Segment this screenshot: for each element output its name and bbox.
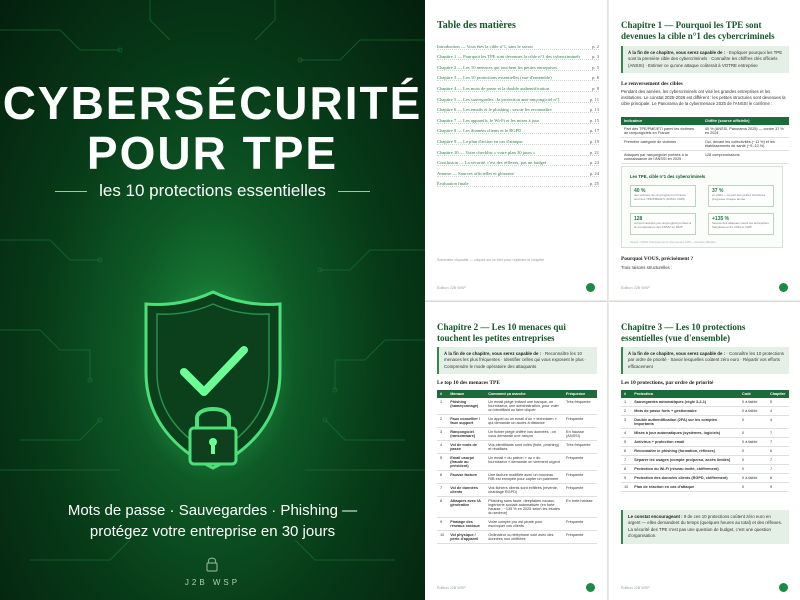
cover-title-line2: POUR TPE [86,127,339,179]
table-cell: 0 [739,416,767,429]
table-cell: Attaques par rançongiciel portées à la connaissance de l'ANSSI en 2025 [621,151,702,164]
toc-entry[interactable] [437,124,599,135]
table-row [621,465,789,474]
table-cell: 5 [437,454,447,471]
toc-entry-page: p. 21 [589,149,599,155]
toc-entry[interactable] [437,39,599,50]
table-cell: Fréquente [563,518,597,531]
toc-entry[interactable] [437,177,599,188]
table-cell: 7 [767,465,789,474]
toc-list [437,39,599,187]
table-cell: Première catégorie de victimes [621,138,702,151]
toc-entry-label: Conclusion — La sécurité, c'est des réflexes, pas un budget [437,160,547,166]
table-row [621,151,789,164]
toc-entry-label: Chapitre 4 — Les mots de passe et la double authentification [437,85,550,91]
table-cell: Un appel ou un email d'un « technicien » qui demande un accès à distance [485,415,563,428]
col-header: # [621,390,631,398]
kpi-value: 40 % [634,188,646,194]
page-footer: Édition J2B WSP [437,586,466,590]
toc-entry-page: p. 24 [589,170,599,176]
table-cell: Protection des données clients (RGPD, chiffrement) [631,474,739,483]
table-cell: Plan de réaction en cas d'attaque [631,483,739,492]
toc-page [425,0,608,300]
table-cell: Part des TPE/PME/ETI parmi les victimes de rançongiciels en France [621,125,702,138]
table-cell: 0 [739,456,767,465]
table-cell: 0 [739,483,767,492]
toc-entry[interactable] [437,81,599,92]
callout-lead: Le constat encourageant : [628,514,683,519]
callout-lead: À la fin de ce chapitre, vous serez capable de : [444,351,542,356]
table-cell: 4 [767,407,789,416]
stats-figure [621,166,783,248]
kpi-value: 128 [634,216,643,222]
toc-entry[interactable] [437,60,599,71]
toc-entry-label: Chapitre 8 — Les données clients et le RGPD [437,128,522,134]
table-cell: 10 [437,531,447,544]
divider [338,191,370,192]
table-row [621,398,789,407]
callout-text: · Connaître les 10 protections par ordre de priorité · Savoir lesquelles coûtent zéro euro · Répartir vos efforts efficacement [628,351,784,369]
table-cell: 0 à faible [739,474,767,483]
toc-entry-label: Chapitre 3 — Les 10 protections essentielles (vue d'ensemble) [437,75,552,81]
toc-entry[interactable] [437,113,599,124]
toc-entry[interactable] [437,50,599,61]
toc-entry[interactable] [437,145,599,156]
toc-title: Table des matières [437,20,516,31]
table-cell: Antivirus + protection email [631,438,739,447]
toc-entry-label: Chapitre 2 — Les 10 menaces qui touchent les petites entreprises [437,64,557,70]
table-cell: Vos fichiers clients sont exfiltrés (revente, chantage RGPD) [485,484,563,497]
toc-entry-page: p. 17 [589,128,599,134]
table-cell: Rançongiciel (ransomware) [447,428,485,441]
col-header: Coût [739,390,767,398]
table-row [437,531,597,544]
kpi-desc: hausse des attaques visant les entreprises françaises entre 2024 et 2025 [712,221,769,229]
callout-lead: À la fin de ce chapitre, vous serez capable de : [628,50,726,55]
table-cell: 0 à faible [739,407,767,416]
table-row [621,447,789,456]
table-cell: Fréquente [563,415,597,428]
subsection-heading: Pourquoi VOUS, précisément ? [621,256,694,262]
table-cell: 7 [767,429,789,438]
table-cell: Phishing sans faute, deepfakes vocaux, ingénierie sociale automatisée (en forte hausse : ~135 % en 2025 selon les études du secteur) [485,497,563,518]
col-header: Indicateur [621,117,702,125]
chapter3-objectives [621,347,789,374]
toc-entry-page: p. 2 [592,43,599,49]
toc-entry-page: p. 11 [589,96,599,102]
table-cell: Votre compte pro est piraté pour escroquer vos clients [485,518,563,531]
toc-entry[interactable] [437,134,599,145]
table-cell: 40 % (ANSSI, Panorama 2025) — contre 37 % en 2024 [702,125,789,138]
table-row [437,428,597,441]
col-header: Chapitre [767,390,789,398]
toc-entry-page: p. 6 [592,75,599,81]
chapter3-title: Chapitre 3 — Les 10 protections essentielles (vue d'ensemble) [621,322,746,343]
table-cell: 1 [437,398,447,415]
table-cell: 128 compromissions [702,151,789,164]
toc-note: Sommaire cliquable — cliquez sur un titre pour rejoindre le chapitre [437,258,545,262]
cover-tagline-line1: Mots de passe · Sauvegardes · Phishing — [67,502,358,519]
table-row [437,471,597,484]
toc-entry-label: Chapitre 5 — Les sauvegardes : la protection anti-rançongiciel n°1 [437,96,560,102]
table-cell: 0 [739,465,767,474]
table-row [437,441,597,454]
toc-entry[interactable] [437,166,599,177]
table-row [621,125,789,138]
chapter1-page [609,0,800,300]
callout-text: · Expliquer pourquoi les TPE sont la première cible des cybercriminels · Connaître les chiffres clés officiels (ANSSI) · Estimer ce qu'une attaque coûterait à VOTRE entreprise [628,50,783,68]
table-cell: 8 [621,465,631,474]
table-cell: 2 [621,407,631,416]
table-cell: Un fichier piégé chiffre vos données ; on vous demande une rançon [485,428,563,441]
table-cell: 7 [767,438,789,447]
table-cell: Double authentification (2FA) sur les comptes importants [631,416,739,429]
shield-icon [132,280,294,490]
table-cell: Fréquente [563,531,597,544]
table-cell: 4 [621,429,631,438]
table-cell: Attaques avec IA générative [447,497,485,518]
table-cell: Vol de données clients [447,484,485,497]
table-row [621,456,789,465]
table-cell: Séparer les usages (compte pro/perso, accès limités) [631,456,739,465]
cover-tagline-line2: protégez votre entreprise en 30 jours [89,523,336,540]
kpi-desc: des victimes de rançongiciel en France sont des TPE/PME/ETI (ANSSI, 2025) [634,193,686,201]
toc-entry-page: p. 15 [589,117,599,123]
table-cell: 4 [437,441,447,454]
toc-entry-label: Évaluation finale [437,181,469,187]
table-row [621,138,789,151]
kpi-card [708,213,774,235]
table-row [621,474,789,483]
kpi-card [630,213,696,235]
table-row [621,483,789,492]
table-cell: Fréquente [563,454,597,471]
table-cell: 3 [437,428,447,441]
table-cell: 5 [621,438,631,447]
toc-entry-page: p. 23 [589,160,599,166]
table-cell: 4 [767,416,789,429]
table-cell: Un email piégé imitant une banque, un fournisseur, une administration, pour voler un identifiant ou faire cliquer [485,398,563,415]
kpi-value: 37 % [712,188,724,194]
table-row [437,398,597,415]
table-cell: Très fréquente [563,398,597,415]
toc-entry-page: p. 8 [592,85,599,91]
table-cell: Mots de passe forts + gestionnaire [631,407,739,416]
table-cell: En hausse (ANSSI) [563,428,597,441]
table-row [621,416,789,429]
table-row [437,415,597,428]
cover-subtitle: les 10 protections essentielles [99,181,326,200]
table-cell: Fausse facture [447,471,485,484]
page-marker-dot [586,583,595,592]
col-header: Fréquence [563,390,597,398]
toc-entry-page: p. 19 [589,138,599,144]
threats-table [437,390,597,544]
table-cell: Protection du Wi-Fi (réseau invité, chiffrement) [631,465,739,474]
page-footer: Édition J2B WSP [621,286,650,290]
table-cell: 9 [621,474,631,483]
chapter2-page [425,301,608,600]
small-lock-icon [205,556,219,572]
chapter1-title: Chapitre 1 — Pourquoi les TPE sont devenues la cible n°1 des cybercriminels [621,20,775,41]
table-cell: 0 [739,447,767,456]
divider [55,191,87,192]
callout-text: 9 de ces 10 protections coûtent zéro euro en argent — elles demandent du temps (quelques heures au total) et des réflexes. La sécurité des TPE n'est pas une question de budget, c'est une question d'organisation. [628,514,783,539]
table-row [437,484,597,497]
chapter3-page [609,301,800,600]
col-header: Protection [631,390,739,398]
figure-title: Les TPE, cible n°1 des cybercriminels [630,174,706,179]
table-cell: 7 [437,484,447,497]
col-header: Menace [447,390,485,398]
section-paragraph: Pendant des années, les cybercriminels ont visé les grandes entreprises et les institutions. Le constat 2025-2026 est différent : les petites structures sont devenues la cible principale. Le Panorama de la cybermenace 2025 de l'ANSSI le confirme : [621,89,786,107]
chapter2-objectives [437,347,597,374]
toc-entry[interactable] [437,71,599,82]
page-footer: Édition J2B WSP [621,586,650,590]
table-row [621,438,789,447]
table-cell: En forte hausse [563,497,597,518]
table-cell: 9 [767,483,789,492]
toc-entry-label: Chapitre 10 — Votre checklist « votre plan 30 jours » [437,149,536,155]
table-cell: Faux conseiller / faux support [447,415,485,428]
table-cell: 6 [437,471,447,484]
table-cell: Une facture modifiée avec un nouveau RIB est envoyée pour capter un paiement [485,471,563,484]
table-cell: 7 [621,456,631,465]
table-cell: 0 [739,429,767,438]
chapter1-objectives [621,46,789,73]
table-row [437,454,597,471]
section-heading: Le renversement des cibles [621,81,683,87]
table-cell: Oui, devant les collectivités (~11 %) et les établissements de santé (~9–10 %) [702,138,789,151]
cover-brand: J2B WSP [184,578,241,587]
toc-entry-page: p. 5 [592,64,599,70]
table-cell: 6 [621,447,631,456]
toc-entry-page: p. 25 [589,181,599,187]
page-marker-dot [586,283,595,292]
col-header: Chiffre (source officielle) [702,117,789,125]
table-cell: 6 [767,447,789,456]
page-marker-dot [779,283,788,292]
table-cell: 8 [767,474,789,483]
kpi-card [708,185,774,207]
protections-table [621,390,789,492]
table-cell: Phishing (hameçonnage) [447,398,485,415]
toc-entry-page: p. 3 [592,54,599,60]
subsection-paragraph: Trois raisons structurelles : [621,265,673,270]
table-cell: Très fréquente [563,441,597,454]
table-cell: Email usurpé (fraude au président) [447,454,485,471]
callout-lead: À la fin de ce chapitre, vous serez capable de : [628,351,726,356]
chapter1-table [621,117,789,164]
table-cell: Piratage des réseaux sociaux [447,518,485,531]
toc-entry[interactable] [437,103,599,114]
table-cell: Mises à jour automatiques (systèmes, logiciels) [631,429,739,438]
kpi-desc: en 2024 — la part des petites structures progresse chaque année [712,193,766,201]
table-cell: 2 [437,415,447,428]
table-row [437,497,597,518]
page-marker-dot [779,583,788,592]
table-cell: Ordinateur ou téléphone volé avec des données non chiffrées [485,531,563,544]
table-cell: 10 [621,483,631,492]
table-cell: Vol physique / perte d'appareil [447,531,485,544]
toc-entry-label: Chapitre 9 — Le plan d'action en cas d'attaque [437,138,523,144]
kpi-value: +135 % [712,216,730,222]
figure-source: Source : ANSSI, Panorama de la cybermenace 2025 — données officielles [630,241,716,244]
table-row [621,429,789,438]
section-heading: Les 10 protections, par ordre de priorité [621,380,714,386]
table-cell: Sauvegardes automatiques (règle 3-2-1) [631,398,739,407]
cover-title-line1: CYBERSÉCURITÉ [2,77,423,129]
cover-subtitle-row [0,181,425,201]
page-footer: Édition J2B WSP [437,286,466,290]
table-cell: 9 [437,518,447,531]
table-row [437,518,597,531]
table-cell: Vos identifiants sont volés (fuite, phishing) et réutilisés [485,441,563,454]
col-header: # [437,390,447,398]
table-cell: 5 [767,398,789,407]
table-cell: 1 [621,398,631,407]
col-header: Comment ça marche [485,390,563,398]
toc-entry-label: Introduction — Vous êtes la cible n°1, sans le savoir [437,43,534,49]
toc-entry[interactable] [437,92,599,103]
table-cell: Un email « du patron » ou « du fournisseur » demande un virement urgent [485,454,563,471]
table-cell: Reconnaître le phishing (formation, réflexes) [631,447,739,456]
toc-entry-label: Chapitre 1 — Pourquoi les TPE sont devenues la cible n°1 des cybercriminels [437,54,581,60]
table-cell: 8 [437,497,447,518]
callout-text: · Reconnaître les 10 menaces les plus fréquentes · Identifier celles qui vous exposent le plus · Comprendre le mode opératoire des attaquants [444,351,587,369]
table-cell: 3 [621,416,631,429]
table-cell: Vol de mots de passe [447,441,485,454]
table-cell: Fréquente [563,484,597,497]
chapter2-title: Chapitre 2 — Les 10 menaces qui touchent les petites entreprises [437,322,566,343]
toc-entry-label: Chapitre 7 — Les appareils, le Wi-Fi et les mises à jour [437,117,540,123]
section-heading: Le top 10 des menaces TPE [437,380,500,386]
toc-entry[interactable] [437,156,599,167]
table-cell: 0 à faible [739,398,767,407]
table-cell: Fréquente [563,471,597,484]
table-cell: 0 à faible [739,438,767,447]
table-row [621,407,789,416]
chapter3-conclusion [621,510,789,544]
toc-entry-page: p. 13 [589,107,599,113]
table-cell: 7 [767,456,789,465]
kpi-card [630,185,696,207]
toc-entry-label: Annexe — Sources officielles et glossaire [437,170,515,176]
toc-entry-label: Chapitre 6 — Les emails et le phishing : savoir les reconnaître [437,107,552,113]
kpi-desc: compromissions par rançongiciel portées à la connaissance de l'ANSSI en 2025 [634,221,692,229]
